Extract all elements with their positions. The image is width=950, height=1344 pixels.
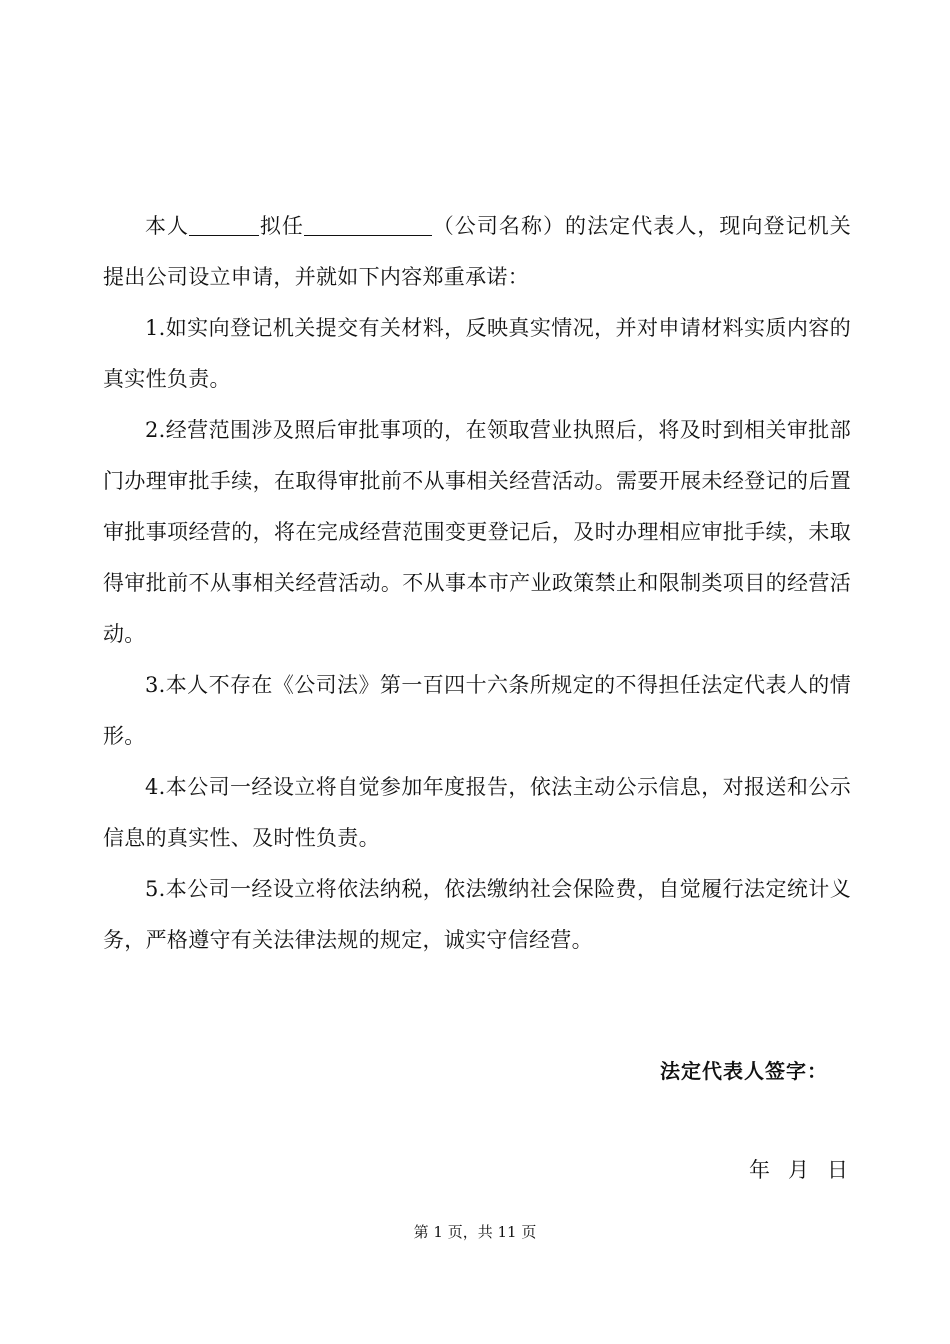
intro-text-3: （公司名称）的法定代表人，现向登记机关提出公司设立申请，并就如下内容郑重承诺： <box>103 214 851 289</box>
commitment-item-5: 5.本公司一经设立将依法纳税，依法缴纳社会保险费，自觉履行法定统计义务，严格遵守有关法律法规的规定，诚实守信经营。 <box>103 877 851 952</box>
date-year: 年 <box>749 1158 770 1182</box>
intro-paragraph <box>103 201 851 303</box>
date-line <box>749 1154 848 1184</box>
commitment-body <box>103 201 851 966</box>
date-day: 日 <box>827 1158 848 1182</box>
company-name-blank <box>304 209 432 236</box>
commitment-item-3: 3.本人不存在《公司法》第一百四十六条所规定的不得担任法定代表人的情形。 <box>103 673 851 748</box>
signature-label: 法定代表人签字： <box>660 1059 828 1083</box>
page-number: 第 1 页，共 11 页 <box>413 1223 537 1241</box>
date-month: 月 <box>788 1158 809 1182</box>
intro-text-1: 本人 <box>145 214 190 238</box>
commitment-item-2: 2.经营范围涉及照后审批事项的，在领取营业执照后，将及时到相关审批部门办理审批手续，在取得审批前不从事相关经营活动。需要开展未经登记的后置审批事项经营的，将在完成经营范围变更登记后，及时办理相应审批手续，未取得审批前不从事相关经营活动。不从事本市产业政策禁止和限制类项目的经营活动。 <box>103 418 851 646</box>
commitment-item-1: 1.如实向登记机关提交有关材料，反映真实情况，并对申请材料实质内容的真实性负责。 <box>103 316 851 391</box>
commitment-item-4: 4.本公司一经设立将自觉参加年度报告，依法主动公示信息，对报送和公示信息的真实性、及时性负责。 <box>103 775 851 850</box>
intro-text-2: 拟任 <box>259 214 304 238</box>
representative-name-blank <box>189 209 259 236</box>
